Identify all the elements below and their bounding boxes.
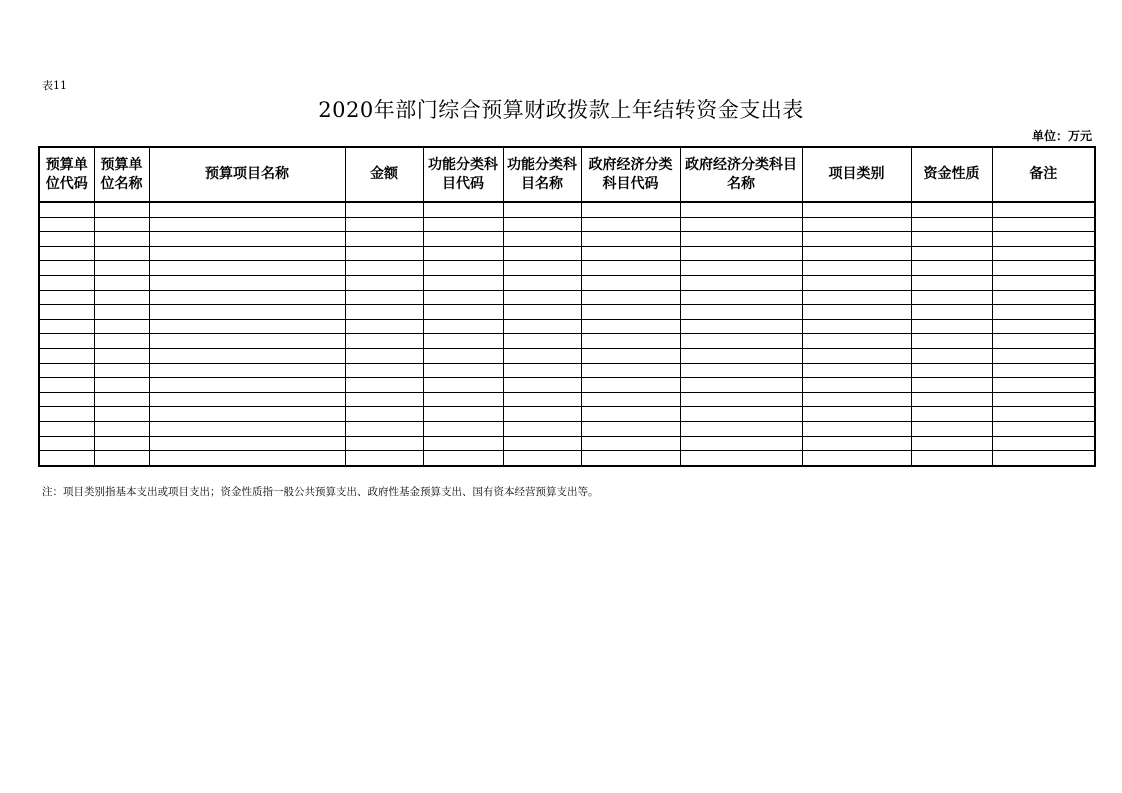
table-cell <box>992 363 1095 378</box>
table-cell <box>911 261 992 276</box>
table-row <box>39 378 1095 393</box>
table-cell <box>581 363 680 378</box>
table-cell <box>149 348 345 363</box>
table-cell <box>581 334 680 349</box>
table-cell <box>992 407 1095 422</box>
table-cell <box>94 202 149 217</box>
table-cell <box>94 407 149 422</box>
column-header-unit-name: 预算单位名称 <box>94 147 149 202</box>
table-row <box>39 305 1095 320</box>
column-header-function-name: 功能分类科目名称 <box>503 147 581 202</box>
table-cell <box>911 451 992 466</box>
table-cell <box>503 261 581 276</box>
table-cell <box>581 290 680 305</box>
table-cell <box>680 363 802 378</box>
table-cell <box>802 392 911 407</box>
table-cell <box>503 436 581 451</box>
table-cell <box>39 290 94 305</box>
table-cell <box>503 232 581 247</box>
table-cell <box>802 261 911 276</box>
table-cell <box>39 348 94 363</box>
table-row <box>39 348 1095 363</box>
table-cell <box>992 436 1095 451</box>
table-cell <box>992 378 1095 393</box>
table-cell <box>992 246 1095 261</box>
table-cell <box>911 407 992 422</box>
table-cell <box>503 407 581 422</box>
table-cell <box>911 392 992 407</box>
table-cell <box>992 202 1095 217</box>
table-row <box>39 246 1095 261</box>
table-row <box>39 407 1095 422</box>
table-cell <box>802 275 911 290</box>
table-cell <box>149 421 345 436</box>
table-cell <box>39 275 94 290</box>
table-cell <box>581 451 680 466</box>
table-cell <box>149 436 345 451</box>
table-cell <box>423 407 503 422</box>
table-cell <box>802 334 911 349</box>
table-cell <box>423 436 503 451</box>
table-cell <box>802 451 911 466</box>
table-cell <box>149 246 345 261</box>
table-cell <box>149 305 345 320</box>
table-cell <box>503 290 581 305</box>
table-cell <box>802 305 911 320</box>
table-cell <box>423 305 503 320</box>
table-cell <box>345 275 423 290</box>
table-cell <box>345 202 423 217</box>
table-cell <box>680 407 802 422</box>
table-cell <box>345 392 423 407</box>
table-cell <box>94 305 149 320</box>
table-cell <box>39 451 94 466</box>
table-cell <box>911 334 992 349</box>
budget-table <box>38 146 1096 467</box>
table-cell <box>345 451 423 466</box>
table-cell <box>39 202 94 217</box>
table-cell <box>802 202 911 217</box>
table-cell <box>581 261 680 276</box>
table-cell <box>423 202 503 217</box>
table-cell <box>149 261 345 276</box>
table-cell <box>94 392 149 407</box>
table-cell <box>149 275 345 290</box>
column-header-amount: 金额 <box>345 147 423 202</box>
column-header-function-code: 功能分类科目代码 <box>423 147 503 202</box>
table-cell <box>423 363 503 378</box>
table-row <box>39 363 1095 378</box>
table-cell <box>992 451 1095 466</box>
table-cell <box>39 378 94 393</box>
table-cell <box>94 290 149 305</box>
table-cell <box>503 363 581 378</box>
table-cell <box>94 363 149 378</box>
table-cell <box>802 290 911 305</box>
table-cell <box>581 202 680 217</box>
table-cell <box>503 246 581 261</box>
table-cell <box>503 451 581 466</box>
table-cell <box>345 421 423 436</box>
table-cell <box>802 319 911 334</box>
page-title: 2020年部门综合预算财政拨款上年结转资金支出表 <box>318 98 804 122</box>
table-cell <box>680 334 802 349</box>
table-number: 表11 <box>42 79 67 92</box>
table-cell <box>680 378 802 393</box>
table-cell <box>423 232 503 247</box>
table-cell <box>802 232 911 247</box>
table-row <box>39 421 1095 436</box>
table-cell <box>345 232 423 247</box>
table-cell <box>992 392 1095 407</box>
table-cell <box>149 319 345 334</box>
table-cell <box>149 407 345 422</box>
table-cell <box>149 232 345 247</box>
table-cell <box>911 421 992 436</box>
table-cell <box>39 232 94 247</box>
table-cell <box>423 392 503 407</box>
table-cell <box>94 217 149 232</box>
table-cell <box>94 334 149 349</box>
table-cell <box>911 363 992 378</box>
table-cell <box>39 392 94 407</box>
table-cell <box>94 348 149 363</box>
table-cell <box>581 319 680 334</box>
table-cell <box>680 348 802 363</box>
table-cell <box>39 421 94 436</box>
table-cell <box>911 319 992 334</box>
table-row <box>39 275 1095 290</box>
table-cell <box>149 217 345 232</box>
table-row <box>39 290 1095 305</box>
table-cell <box>802 363 911 378</box>
table-cell <box>345 363 423 378</box>
table-cell <box>94 232 149 247</box>
table-cell <box>39 407 94 422</box>
table-cell <box>423 421 503 436</box>
table-cell <box>581 348 680 363</box>
table-cell <box>992 421 1095 436</box>
table-cell <box>423 451 503 466</box>
table-cell <box>992 217 1095 232</box>
table-cell <box>39 334 94 349</box>
table-cell <box>149 363 345 378</box>
table-cell <box>39 436 94 451</box>
table-row <box>39 392 1095 407</box>
table-cell <box>94 246 149 261</box>
table-cell <box>345 436 423 451</box>
table-cell <box>911 246 992 261</box>
table-cell <box>149 290 345 305</box>
table-cell <box>503 202 581 217</box>
table-cell <box>802 378 911 393</box>
unit-label: 单位：万元 <box>1031 129 1092 143</box>
table-cell <box>680 232 802 247</box>
table-cell <box>345 319 423 334</box>
table-cell <box>503 421 581 436</box>
table-cell <box>680 451 802 466</box>
table-cell <box>503 319 581 334</box>
table-cell <box>581 378 680 393</box>
table-cell <box>423 275 503 290</box>
table-cell <box>581 305 680 320</box>
table-cell <box>802 436 911 451</box>
table-cell <box>911 305 992 320</box>
table-cell <box>581 246 680 261</box>
table-cell <box>345 261 423 276</box>
table-cell <box>992 261 1095 276</box>
table-row <box>39 436 1095 451</box>
table-cell <box>680 202 802 217</box>
table-cell <box>345 290 423 305</box>
table-cell <box>802 407 911 422</box>
table-cell <box>992 334 1095 349</box>
table-cell <box>680 275 802 290</box>
column-header-project-type: 项目类别 <box>802 147 911 202</box>
column-header-economic-name: 政府经济分类科目名称 <box>680 147 802 202</box>
table-cell <box>680 421 802 436</box>
table-cell <box>423 246 503 261</box>
table-cell <box>345 217 423 232</box>
table-cell <box>680 290 802 305</box>
table-cell <box>911 436 992 451</box>
table-cell <box>911 202 992 217</box>
table-cell <box>581 275 680 290</box>
table-cell <box>94 261 149 276</box>
table-cell <box>503 378 581 393</box>
footnote: 注：项目类别指基本支出或项目支出；资金性质指一般公共预算支出、政府性基金预算支出、国有资本经营预算支出等。 <box>42 486 599 498</box>
column-header-fund-nature: 资金性质 <box>911 147 992 202</box>
table-cell <box>423 217 503 232</box>
table-cell <box>503 392 581 407</box>
table-cell <box>423 261 503 276</box>
table-cell <box>581 436 680 451</box>
table-cell <box>911 217 992 232</box>
table-cell <box>992 232 1095 247</box>
table-cell <box>39 305 94 320</box>
table-body <box>39 202 1095 466</box>
table-cell <box>503 305 581 320</box>
table-cell <box>802 217 911 232</box>
table-cell <box>581 217 680 232</box>
table-cell <box>94 421 149 436</box>
table-cell <box>911 378 992 393</box>
table-cell <box>149 378 345 393</box>
table-cell <box>503 275 581 290</box>
table-cell <box>39 217 94 232</box>
table-cell <box>149 392 345 407</box>
table-cell <box>423 319 503 334</box>
table-cell <box>94 451 149 466</box>
table-cell <box>992 348 1095 363</box>
table-cell <box>680 305 802 320</box>
table-cell <box>345 305 423 320</box>
table-cell <box>911 348 992 363</box>
table-cell <box>581 407 680 422</box>
table-cell <box>345 246 423 261</box>
table-cell <box>503 348 581 363</box>
column-header-remarks: 备注 <box>992 147 1095 202</box>
table-cell <box>503 217 581 232</box>
table-row <box>39 451 1095 466</box>
table-cell <box>149 202 345 217</box>
table-cell <box>680 436 802 451</box>
table-cell <box>94 275 149 290</box>
column-header-economic-code: 政府经济分类科目代码 <box>581 147 680 202</box>
table-row <box>39 334 1095 349</box>
table-cell <box>345 378 423 393</box>
table-row <box>39 261 1095 276</box>
table-cell <box>345 348 423 363</box>
table-row <box>39 202 1095 217</box>
table-cell <box>345 407 423 422</box>
table-cell <box>94 378 149 393</box>
table-header-row <box>39 147 1095 202</box>
table-cell <box>423 290 503 305</box>
table-cell <box>992 319 1095 334</box>
table-cell <box>39 261 94 276</box>
table-row <box>39 217 1095 232</box>
table-cell <box>149 451 345 466</box>
table-cell <box>680 319 802 334</box>
table-cell <box>149 334 345 349</box>
table-cell <box>911 275 992 290</box>
table-cell <box>423 334 503 349</box>
table-cell <box>39 363 94 378</box>
table-cell <box>911 232 992 247</box>
table-cell <box>423 378 503 393</box>
table-cell <box>581 392 680 407</box>
table-cell <box>911 290 992 305</box>
table-cell <box>423 348 503 363</box>
table-cell <box>503 334 581 349</box>
table-cell <box>802 348 911 363</box>
column-header-unit-code: 预算单位代码 <box>39 147 94 202</box>
table-cell <box>680 246 802 261</box>
column-header-project-name: 预算项目名称 <box>149 147 345 202</box>
table-cell <box>802 246 911 261</box>
table-cell <box>94 436 149 451</box>
table-cell <box>581 232 680 247</box>
table-cell <box>680 261 802 276</box>
table-cell <box>39 246 94 261</box>
table-cell <box>992 305 1095 320</box>
table-cell <box>992 290 1095 305</box>
table-cell <box>581 421 680 436</box>
table-cell <box>992 275 1095 290</box>
table-cell <box>94 319 149 334</box>
table-row <box>39 319 1095 334</box>
table-cell <box>680 217 802 232</box>
table-cell <box>680 392 802 407</box>
table-row <box>39 232 1095 247</box>
table-cell <box>345 334 423 349</box>
table-cell <box>39 319 94 334</box>
table-cell <box>802 421 911 436</box>
